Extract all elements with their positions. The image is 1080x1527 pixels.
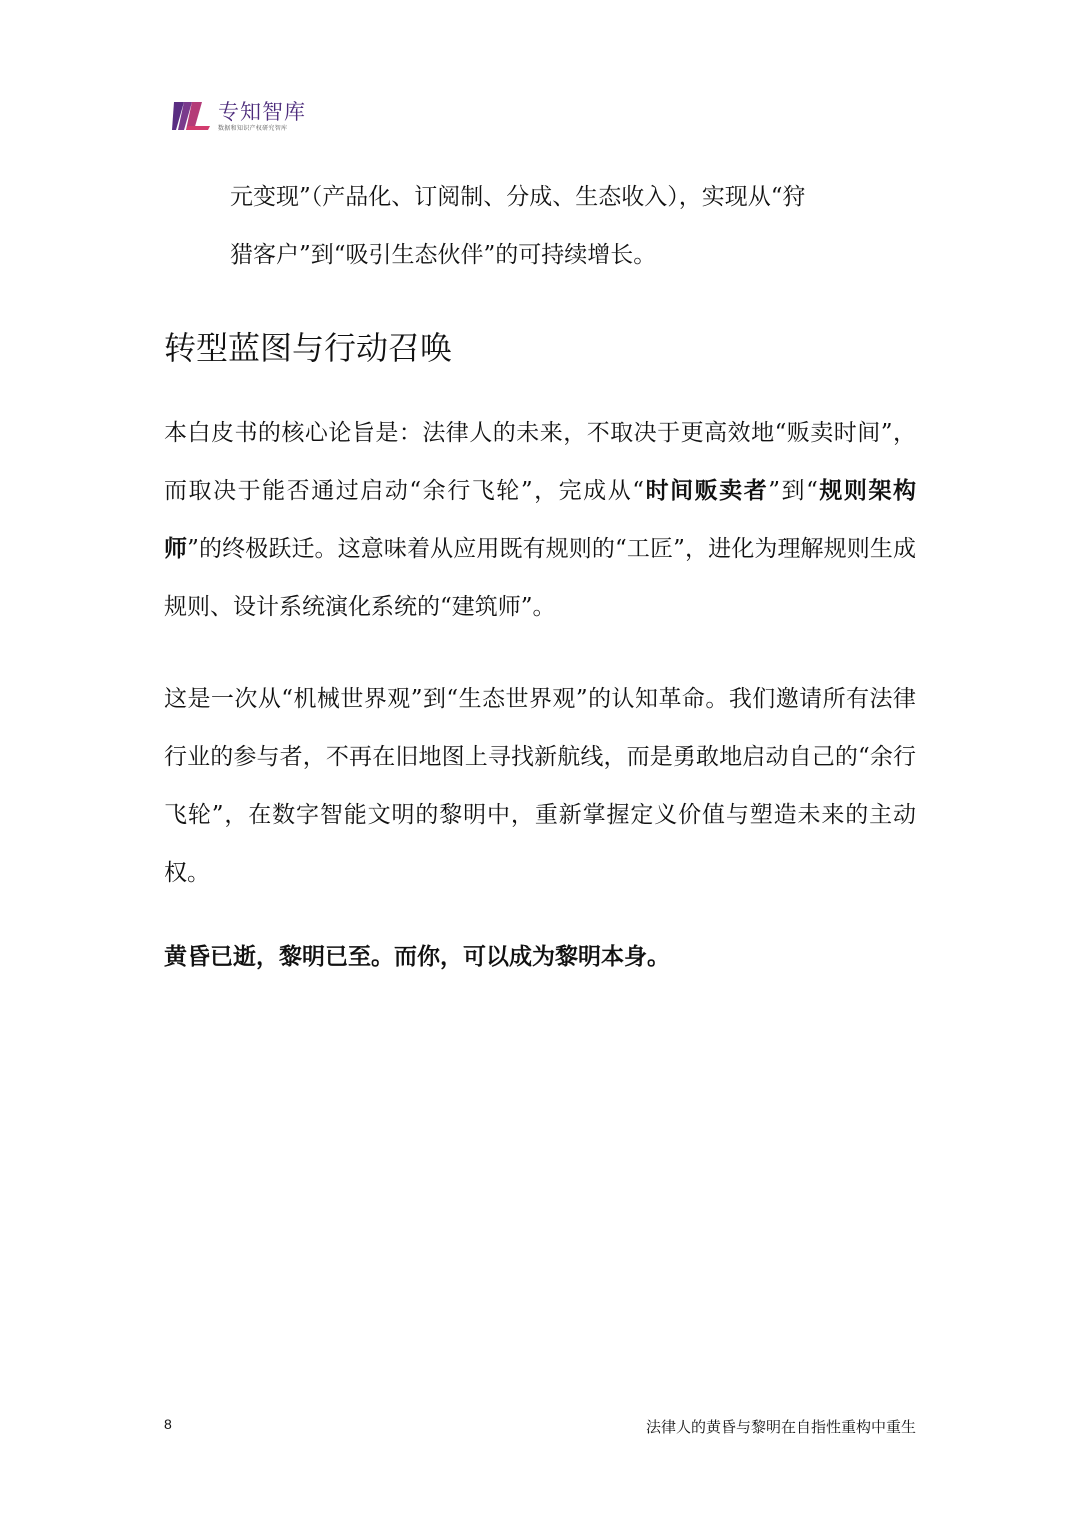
brand-tagline: 数据和知识产权研究智库 xyxy=(218,125,288,132)
paragraph1-bold-rule-architect: 规则架构师 xyxy=(164,478,917,562)
brand-name: 专知智库 xyxy=(218,100,306,124)
continuation-line-2: 猎客户”到“吸引生态伙伴”的可持续增长。 xyxy=(230,242,657,268)
header-logo xyxy=(172,98,306,142)
footer-document-title: 法律人的黄昏与黎明在自指性重构中重生 xyxy=(645,1418,916,1436)
paragraph1-part2: ”到“ xyxy=(768,478,818,504)
brand-logo-icon xyxy=(172,98,214,134)
continuation-paragraph xyxy=(230,168,916,284)
brand-text xyxy=(218,98,306,134)
page-content xyxy=(164,168,916,986)
paragraph-core-thesis xyxy=(164,404,916,636)
paragraph-call-to-action: 这是一次从“机械世界观”到“生态世界观”的认知革命。我们邀请所有法律行业的参与者，不再在旧地图上寻找新航线，而是勇敢地启动自己的“余行飞轮”，在数字智能文明的黎明中，重新掌握定义价值与塑造未来的主动权。 xyxy=(164,686,916,886)
paragraph1-part1: 本白皮书的核心论旨是：法律人的未来，不取决于更高效地“贩卖时间”，而取决于能否通过启动“余行飞轮”，完成从“ xyxy=(164,420,916,504)
paragraph1-bold-time-seller: 时间贩卖者 xyxy=(644,478,769,504)
section-title: 转型蓝图与行动召唤 xyxy=(164,329,453,367)
closing-statement: 黄昏已逝，黎明已至。而你，可以成为黎明本身。 xyxy=(164,944,670,970)
page-number: 8 xyxy=(164,1416,172,1432)
paragraph1-part3: ”的终极跃迁。这意味着从应用既有规则的“工匠”，进化为理解规则生成规则、设计系统演化系统的“建筑师”。 xyxy=(164,536,917,620)
continuation-line-1: 元变现”（产品化、订阅制、分成、生态收入），实现从“狩 xyxy=(230,184,806,210)
